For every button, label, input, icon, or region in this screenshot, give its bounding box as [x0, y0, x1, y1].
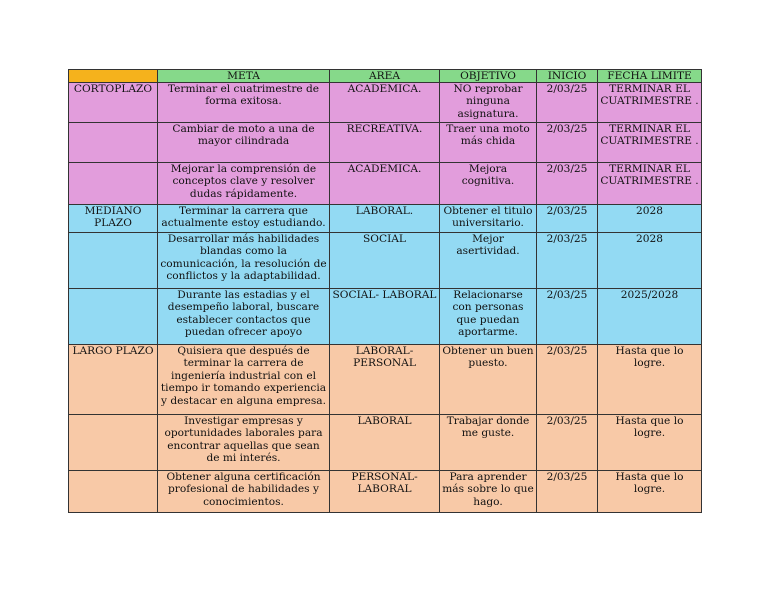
- fecha-limite-cell: TERMINAR EL CUATRIMESTRE .: [598, 83, 702, 123]
- table-row: [69, 123, 702, 163]
- objetivo-cell: Traer una moto más chida: [440, 123, 537, 163]
- header-objetivo: OBJETIVO: [440, 70, 537, 83]
- area-cell: ACADEMICA.: [330, 163, 440, 205]
- term-label: CORTOPLAZO: [69, 83, 158, 123]
- meta-cell: Terminar el cuatrimestre de forma exitosa.: [158, 83, 330, 123]
- term-label: LARGO PLAZO: [69, 345, 158, 415]
- area-cell: LABORAL: [330, 415, 440, 471]
- goals-table: [68, 69, 702, 513]
- area-cell: LABORAL- PERSONAL: [330, 345, 440, 415]
- objetivo-cell: Mejor asertividad.: [440, 233, 537, 289]
- inicio-cell: 2/03/25: [537, 205, 598, 233]
- fecha-limite-cell: Hasta que lo logre.: [598, 471, 702, 513]
- objetivo-cell: Mejora cognitiva.: [440, 163, 537, 205]
- meta-cell: Obtener alguna certificación profesional de habilidades y conocimientos.: [158, 471, 330, 513]
- table-row: [69, 83, 702, 123]
- fecha-limite-cell: 2028: [598, 205, 702, 233]
- area-cell: SOCIAL: [330, 233, 440, 289]
- fecha-limite-cell: TERMINAR EL CUATRIMESTRE .: [598, 123, 702, 163]
- meta-cell: Terminar la carrera que actualmente estoy estudiando.: [158, 205, 330, 233]
- table-row: [69, 289, 702, 345]
- meta-cell: Desarrollar más habilidades blandas como la comunicación, la resolución de conflictos y la adaptabilidad.: [158, 233, 330, 289]
- table-row: [69, 345, 702, 415]
- meta-cell: Quisiera que después de terminar la carrera de ingeniería industrial con el tiempo ir tomando experiencia y destacar en alguna empresa.: [158, 345, 330, 415]
- meta-cell: Investigar empresas y oportunidades laborales para encontrar aquellas que sean de mi interés.: [158, 415, 330, 471]
- meta-cell: Mejorar la comprensión de conceptos clave y resolver dudas rápidamente.: [158, 163, 330, 205]
- table-row: [69, 233, 702, 289]
- objetivo-cell: Trabajar donde me guste.: [440, 415, 537, 471]
- fecha-limite-cell: Hasta que lo logre.: [598, 415, 702, 471]
- table-row: [69, 471, 702, 513]
- header-corner: [69, 70, 158, 83]
- term-label: [69, 471, 158, 513]
- term-label: MEDIANO PLAZO: [69, 205, 158, 233]
- area-cell: ACADEMICA.: [330, 83, 440, 123]
- term-label: [69, 123, 158, 163]
- inicio-cell: 2/03/25: [537, 123, 598, 163]
- header-inicio: INICIO: [537, 70, 598, 83]
- table-row: [69, 415, 702, 471]
- fecha-limite-cell: TERMINAR EL CUATRIMESTRE .: [598, 163, 702, 205]
- inicio-cell: 2/03/25: [537, 83, 598, 123]
- term-label: [69, 415, 158, 471]
- objetivo-cell: Relacionarse con personas que puedan aportarme.: [440, 289, 537, 345]
- area-cell: LABORAL.: [330, 205, 440, 233]
- objetivo-cell: Para aprender más sobre lo que hago.: [440, 471, 537, 513]
- header-fecha-limite: FECHA LIMITE: [598, 70, 702, 83]
- objetivo-cell: Obtener el titulo universitario.: [440, 205, 537, 233]
- inicio-cell: 2/03/25: [537, 163, 598, 205]
- table-row: [69, 205, 702, 233]
- inicio-cell: 2/03/25: [537, 345, 598, 415]
- header-row: [69, 70, 702, 83]
- inicio-cell: 2/03/25: [537, 233, 598, 289]
- fecha-limite-cell: 2025/2028: [598, 289, 702, 345]
- objetivo-cell: Obtener un buen puesto.: [440, 345, 537, 415]
- inicio-cell: 2/03/25: [537, 471, 598, 513]
- area-cell: SOCIAL- LABORAL: [330, 289, 440, 345]
- fecha-limite-cell: Hasta que lo logre.: [598, 345, 702, 415]
- area-cell: PERSONAL- LABORAL: [330, 471, 440, 513]
- header-area: AREA: [330, 70, 440, 83]
- header-meta: META: [158, 70, 330, 83]
- term-label: [69, 233, 158, 289]
- table-row: [69, 163, 702, 205]
- area-cell: RECREATIVA.: [330, 123, 440, 163]
- meta-cell: Durante las estadias y el desempeño laboral, buscare establecer contactos que puedan ofrecer apoyo: [158, 289, 330, 345]
- objetivo-cell: NO reprobar ninguna asignatura.: [440, 83, 537, 123]
- meta-cell: Cambiar de moto a una de mayor cilindrada: [158, 123, 330, 163]
- term-label: [69, 289, 158, 345]
- inicio-cell: 2/03/25: [537, 415, 598, 471]
- fecha-limite-cell: 2028: [598, 233, 702, 289]
- term-label: [69, 163, 158, 205]
- inicio-cell: 2/03/25: [537, 289, 598, 345]
